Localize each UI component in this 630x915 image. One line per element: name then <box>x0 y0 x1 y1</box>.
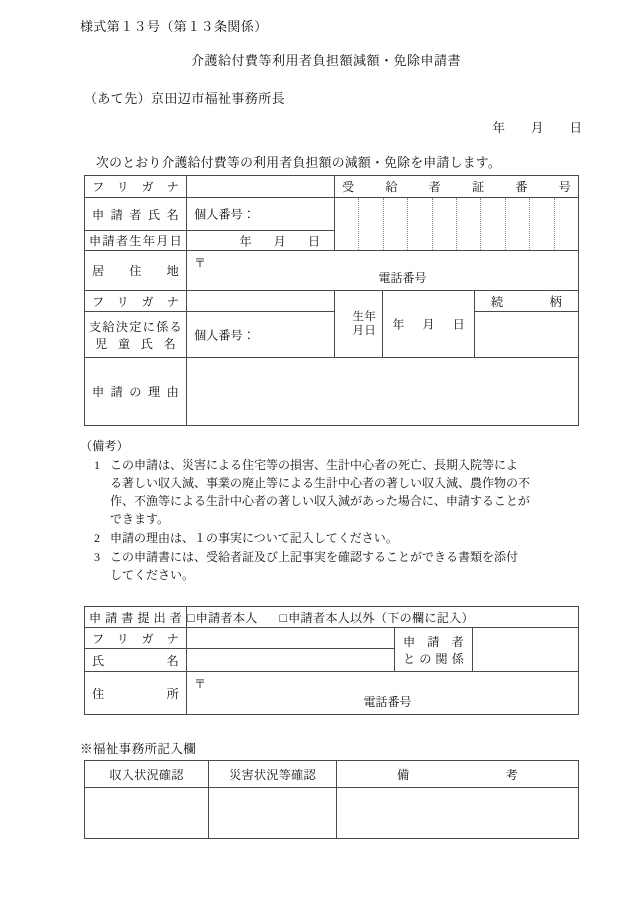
child-name-label-line2: 児童氏名 <box>95 336 176 351</box>
child-name-label-line1: 支給決定に係る <box>89 319 182 334</box>
note-number: 3 <box>94 550 100 564</box>
note-body <box>110 548 580 584</box>
month-label: 月 <box>273 234 286 248</box>
reason-label-cell: 申請の理由 <box>85 358 187 426</box>
relation-input-cell[interactable] <box>475 312 579 358</box>
birth-stack-char1: 生年 <box>352 309 376 323</box>
date-line <box>0 118 630 136</box>
document-title: 介護給付費等利用者負担額減額・免除申請書 <box>190 53 461 68</box>
child-name-input-cell[interactable] <box>187 312 335 358</box>
table-row <box>85 291 579 312</box>
note-body <box>110 529 580 547</box>
recipient-cert-label-cell: 受給者証番号 <box>335 176 579 198</box>
checkbox-other-label: 申請者本人以外（下の欄に記入） <box>288 610 474 625</box>
submitter-furigana-label-cell: フリガナ <box>85 628 187 649</box>
notes-heading: （備考） <box>80 439 129 453</box>
table-row <box>85 788 579 839</box>
applicant-birth-label-cell: 申請者生年月日 <box>85 231 187 251</box>
table-row <box>85 761 579 788</box>
postal-mark-icon: 〒 <box>194 256 207 270</box>
submitter-label-cell: 申請書提出者 <box>85 607 187 628</box>
table-row <box>85 607 579 628</box>
note-number: 2 <box>94 531 100 545</box>
child-furigana-label-cell: フリガナ <box>85 291 187 312</box>
birth-stack-char2: 月日 <box>352 324 376 337</box>
note-line: 申請の理由は、１の事実について記入してください。 <box>110 531 398 545</box>
table-row <box>85 176 579 198</box>
residence-telephone-label: 電話番号 <box>378 271 427 285</box>
table-row <box>85 672 579 715</box>
table-row <box>85 628 579 649</box>
applicant-table <box>84 175 579 426</box>
day-label: 日 <box>307 234 320 248</box>
note-line: できます。 <box>110 512 170 526</box>
cert-digit-cell[interactable] <box>555 198 578 250</box>
addressee-line: （あて先）京田辺市福祉事務所長 <box>84 91 286 106</box>
table-row <box>85 358 579 426</box>
form-number: 様式第１３号（第１３条関係） <box>80 19 268 34</box>
cert-digit-cell[interactable] <box>433 198 457 250</box>
applicant-name-input-cell[interactable] <box>187 198 335 231</box>
date-day-label: 日 <box>569 121 582 135</box>
table-row <box>85 198 579 231</box>
table-row <box>85 312 579 358</box>
office-col-income-header: 収入状況確認 <box>85 761 209 788</box>
year-label: 年 <box>392 317 405 332</box>
list-item <box>80 529 580 547</box>
child-birth-input-cell[interactable] <box>383 291 475 358</box>
residence-label-cell: 居住地 <box>85 251 187 291</box>
office-cell-remarks[interactable] <box>337 788 579 839</box>
cert-digit-cell[interactable] <box>457 198 481 250</box>
checkbox-icon: □ <box>187 610 195 625</box>
year-label: 年 <box>239 234 252 248</box>
submitter-relation-input-cell[interactable] <box>473 628 579 672</box>
intro-sentence: 次のとおり介護給付費等の利用者負担額の減額・免除を申請します。 <box>96 156 501 170</box>
cert-digit-cell[interactable] <box>506 198 530 250</box>
month-label: 月 <box>422 317 435 332</box>
submitter-name-input-cell[interactable] <box>187 649 395 672</box>
checkbox-self-label: 申請者本人 <box>195 610 258 625</box>
postal-mark-icon: 〒 <box>194 677 207 691</box>
office-col-disaster-header: 災害状況等確認 <box>209 761 337 788</box>
notes-list <box>80 456 580 584</box>
residence-input-cell[interactable] <box>187 251 579 291</box>
furigana-input-cell[interactable] <box>187 176 335 198</box>
remarks-char-2: 考 <box>505 767 518 782</box>
checkbox-self[interactable] <box>187 611 258 625</box>
remarks-char-1: 備 <box>397 767 506 782</box>
note-line: この申請は、災害による住宅等の損害、生計中心者の死亡、長期入院等によ <box>110 458 519 472</box>
office-section-heading: ※福祉事務所記入欄 <box>80 742 197 756</box>
submitter-relation-label-cell <box>395 628 473 672</box>
furigana-label-cell: フリガナ <box>85 176 187 198</box>
date-year-label: 年 <box>492 121 505 135</box>
table-row <box>85 251 579 291</box>
child-name-label-cell <box>85 312 187 358</box>
note-line: 作、不漁等による生計中心者の著しい収入減があった場合に、申請することが <box>110 494 530 508</box>
submitter-telephone-label: 電話番号 <box>363 695 412 709</box>
applicant-name-label-cell: 申請者氏名 <box>85 198 187 231</box>
cert-digit-cell[interactable] <box>481 198 505 250</box>
date-month-label: 月 <box>530 121 544 135</box>
list-item <box>80 456 580 528</box>
recipient-cert-number-cells[interactable] <box>335 198 579 251</box>
cert-digit-cell[interactable] <box>335 198 359 250</box>
relation-label-line1: 申請者 <box>403 634 464 649</box>
office-cell-disaster[interactable] <box>209 788 337 839</box>
submitter-address-input-cell[interactable] <box>187 672 579 715</box>
checkbox-other[interactable] <box>280 611 474 625</box>
submitter-name-label-cell: 氏名 <box>85 649 187 672</box>
reason-input-cell[interactable] <box>187 358 579 426</box>
child-birth-ymd <box>383 316 474 333</box>
note-line: してください。 <box>110 568 195 582</box>
child-personal-number-label: 個人番号： <box>194 328 255 342</box>
child-furigana-input-cell[interactable] <box>187 291 335 312</box>
applicant-personal-number-label: 個人番号： <box>194 207 255 222</box>
day-label: 日 <box>452 317 465 332</box>
cert-digit-cell[interactable] <box>359 198 383 250</box>
submitter-address-label-cell: 住所 <box>85 672 187 715</box>
submitter-choice-cell <box>187 607 579 628</box>
cert-digit-cell[interactable] <box>408 198 432 250</box>
submitter-furigana-input-cell[interactable] <box>187 628 395 649</box>
relation-label-cell: 続柄 <box>475 291 579 312</box>
submitter-table <box>84 606 579 715</box>
relation-label-line2: との関係 <box>403 651 464 666</box>
office-cell-income[interactable] <box>85 788 209 839</box>
notes-section <box>80 437 580 584</box>
checkbox-icon: □ <box>279 610 288 625</box>
applicant-birth-input-cell[interactable] <box>187 231 335 251</box>
note-body <box>110 456 580 528</box>
recipient-cert-digit-grid <box>335 198 578 250</box>
list-item <box>80 548 580 584</box>
office-col-remarks-header <box>337 761 579 788</box>
note-line: る著しい収入減、事業の廃止等による生計中心者の著しい収入減、農作物の不 <box>110 476 531 490</box>
child-birth-label-cell <box>335 291 383 358</box>
applicant-birth-ymd <box>239 232 320 249</box>
note-line: この申請書には、受給者証及び上記事実を確認することができる書類を添付 <box>110 550 519 564</box>
office-table <box>84 760 579 839</box>
note-number: 1 <box>94 458 100 472</box>
cert-digit-cell[interactable] <box>530 198 554 250</box>
cert-digit-cell[interactable] <box>384 198 408 250</box>
